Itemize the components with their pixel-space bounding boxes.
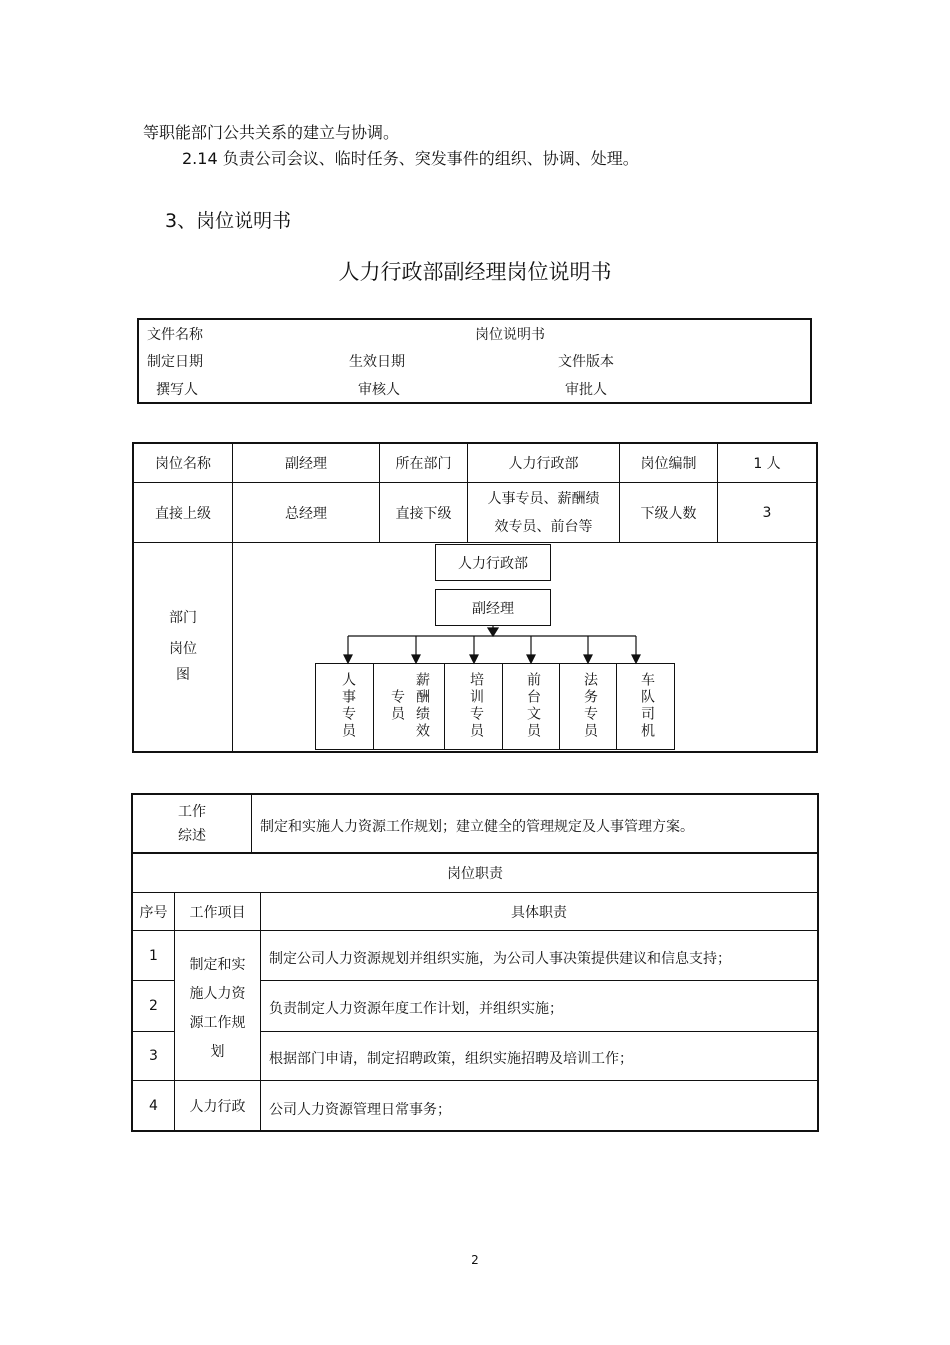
- summary-label-1: 工作: [178, 804, 206, 820]
- dept-value: 人力行政部: [508, 456, 579, 472]
- group-1-item: [175, 951, 260, 1067]
- subordinate-count-value: 3: [762, 504, 772, 521]
- arrow-2: [412, 655, 420, 663]
- group-1-item-line-1: 制定和实: [189, 957, 246, 973]
- author-label: 撰写人: [156, 382, 198, 398]
- section-heading: 3、岗位说明书: [165, 210, 292, 232]
- row-1-no: 1: [149, 947, 158, 964]
- role-compensation-specialist-suffix: 专员: [389, 689, 405, 723]
- reviewer-label: 审核人: [358, 382, 400, 398]
- role-hr-specialist: 人事专员: [340, 672, 356, 740]
- intro-line-1: 等职能部门公共关系的建立与协调。: [143, 123, 400, 142]
- approver-label: 审批人: [565, 382, 607, 398]
- subordinate-value-line-2: 效专员、前台等: [494, 518, 593, 535]
- org-mid-label: 副经理: [472, 600, 514, 617]
- chart-label-3: 图: [176, 666, 190, 683]
- org-top-label: 人力行政部: [458, 555, 528, 572]
- row-3-no: 3: [149, 1048, 158, 1064]
- superior-value: 总经理: [285, 505, 327, 522]
- arrow-5: [584, 655, 592, 663]
- page-number: 2: [471, 1253, 479, 1267]
- quota-value: 1 人: [753, 456, 781, 472]
- row-4-item: 人力行政: [189, 1098, 246, 1115]
- row-1-detail: 制定公司人力资源规划并组织实施，为公司人事决策提供建议和信息支持；: [269, 951, 731, 967]
- col-header-detail: 具体职责: [511, 904, 567, 921]
- arrow-1: [344, 655, 352, 663]
- summary-label-2: 综述: [178, 828, 206, 844]
- arrow-3: [470, 655, 478, 663]
- quota-label: 岗位编制: [640, 456, 697, 472]
- row-4-detail: 公司人力资源管理日常事务；: [269, 1102, 451, 1118]
- col-header-item: 工作项目: [189, 904, 246, 921]
- row-2-no: 2: [149, 998, 158, 1014]
- position-name-label: 岗位名称: [155, 456, 211, 472]
- arrow-6: [632, 655, 640, 663]
- group-1-item-line-4: 划: [210, 1044, 225, 1060]
- superior-label: 直接上级: [155, 505, 211, 522]
- role-front-desk: 前台文员: [525, 672, 541, 740]
- group-1-item-line-3: 源工作规: [189, 1015, 246, 1031]
- row-4-no: 4: [149, 1097, 158, 1114]
- date-label: 制定日期: [147, 354, 203, 370]
- chart-label-1: 部门: [169, 609, 197, 626]
- duties-section-header: 岗位职责: [447, 866, 503, 882]
- row-2-detail: 负责制定人力资源年度工作计划，并组织实施；: [269, 1001, 563, 1017]
- position-name-value: 副经理: [285, 456, 327, 472]
- subordinate-label: 直接下级: [395, 505, 452, 522]
- effective-date-label: 生效日期: [349, 354, 405, 370]
- summary-text: 制定和实施人力资源工作规划；建立健全的管理规定及人事管理方案。: [260, 819, 694, 835]
- group-1-item-line-2: 施人力资: [189, 986, 246, 1002]
- role-compensation: 薪酬绩效: [414, 672, 430, 740]
- role-training-specialist: 培训专员: [468, 672, 484, 740]
- version-label: 文件版本: [558, 354, 614, 370]
- doc-title: 人力行政部副经理岗位说明书: [338, 260, 612, 284]
- file-name-value: 岗位说明书: [475, 327, 545, 343]
- org-roles-row: [315, 663, 675, 750]
- row-3-detail: 根据部门申请，制定招聘政策，组织实施招聘及培训工作；: [269, 1051, 633, 1067]
- role-legal-specialist: 法务专员: [582, 672, 598, 740]
- subordinate-value-line-1: 人事专员、薪酬绩: [487, 490, 600, 507]
- file-name-label: 文件名称: [147, 327, 203, 343]
- role-fleet-driver: 车队司机: [639, 672, 655, 740]
- connector-mid-arrow: [488, 628, 498, 636]
- arrow-4: [527, 655, 535, 663]
- col-header-no: 序号: [139, 904, 168, 921]
- chart-label-2: 岗位: [169, 640, 197, 657]
- dept-label: 所在部门: [395, 456, 452, 472]
- intro-line-2: 2.14 负责公司会议、临时任务、突发事件的组织、协调、处理。: [182, 149, 639, 168]
- subordinate-count-label: 下级人数: [640, 505, 697, 522]
- duties-table: [131, 793, 819, 1132]
